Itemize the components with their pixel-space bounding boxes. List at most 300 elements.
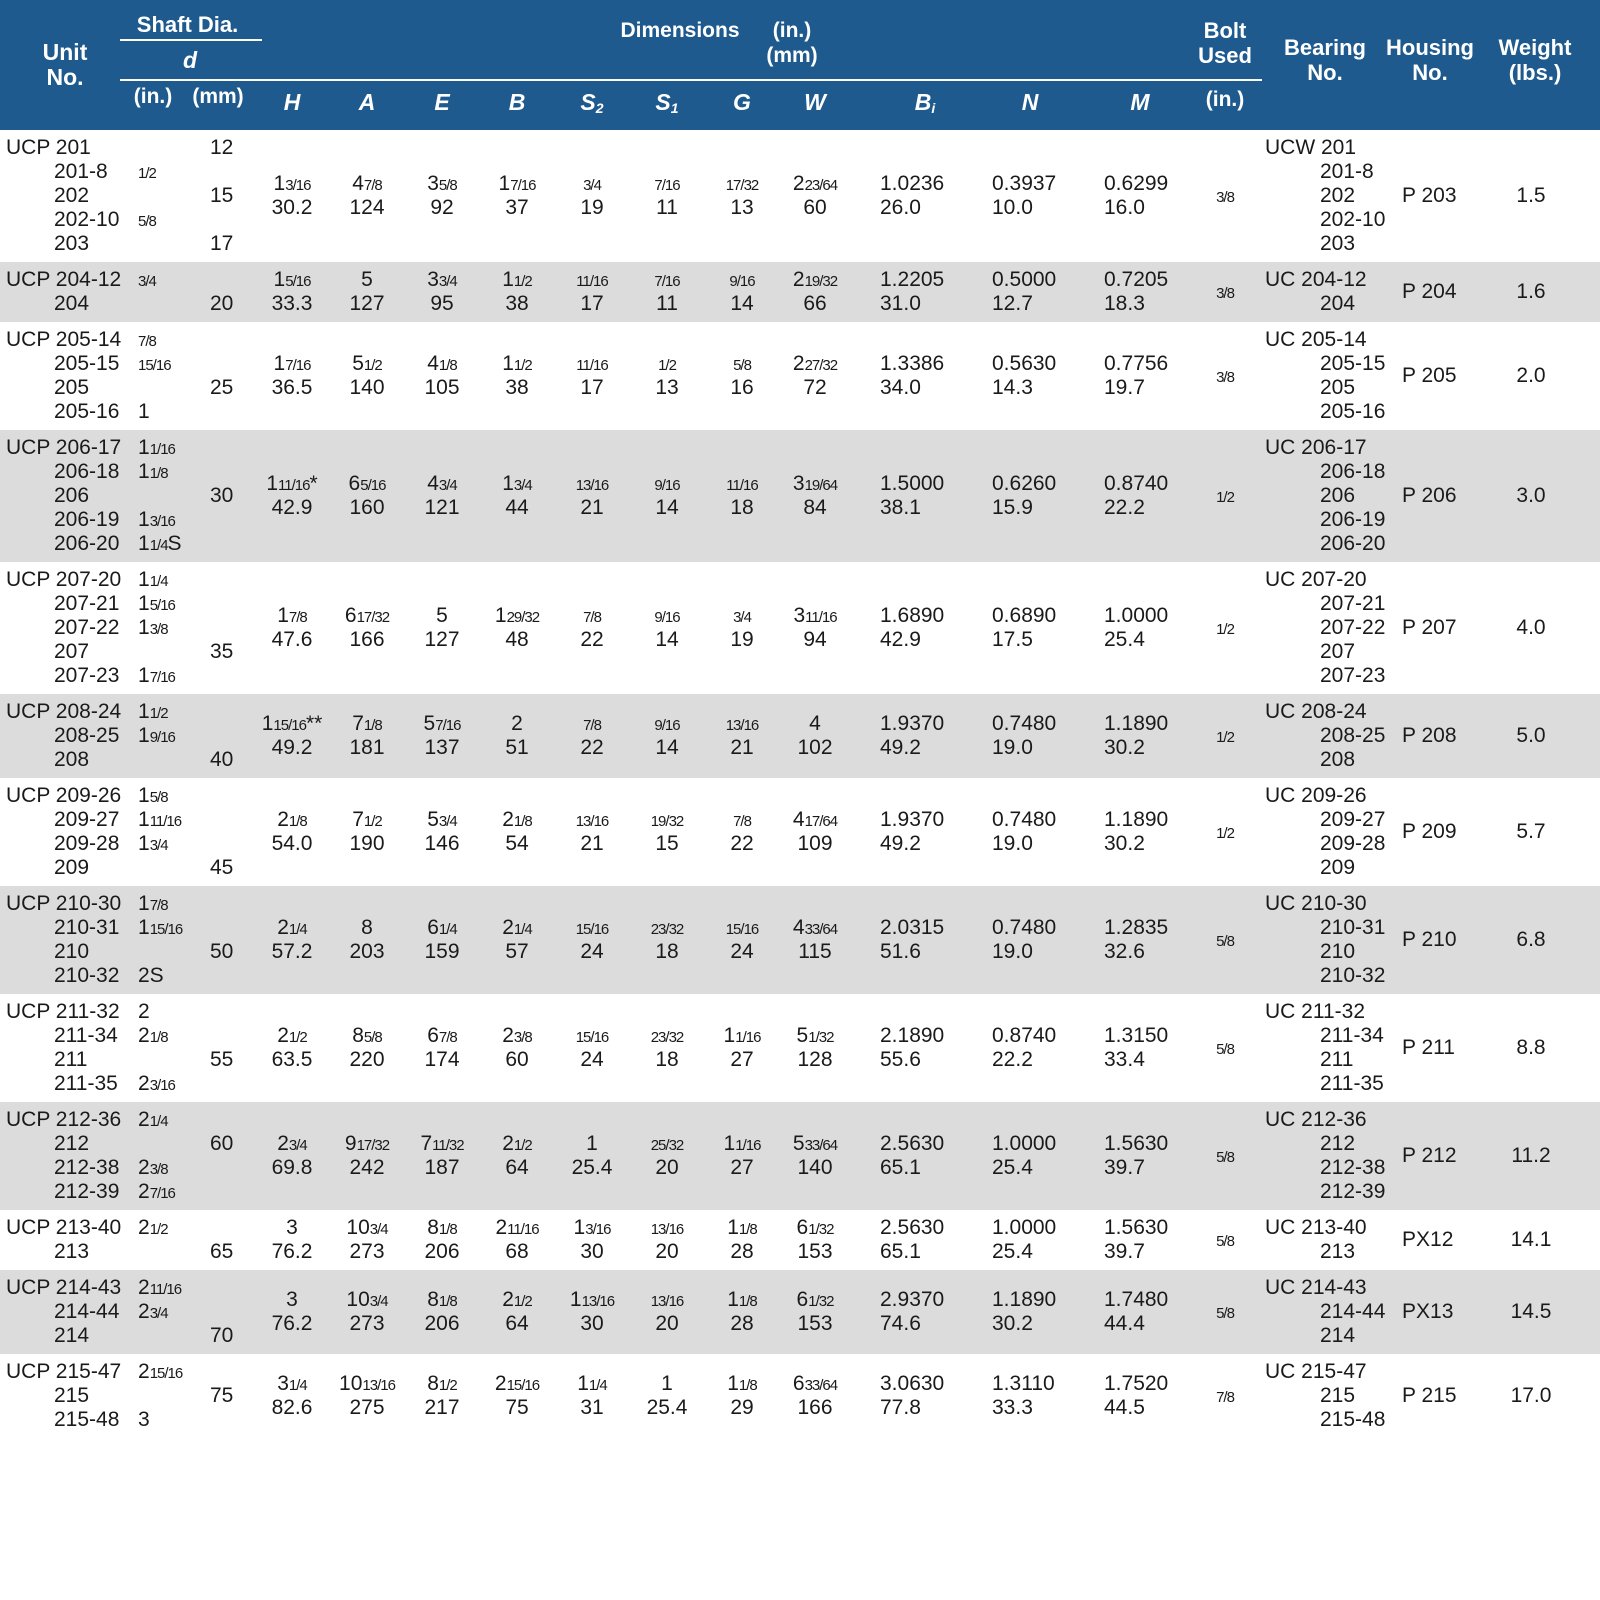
dim-g-mm: 28 <box>730 1240 754 1263</box>
bearing-no: UC 209-26 <box>1265 784 1367 807</box>
dim-bi-mm: 74.6 <box>880 1312 921 1335</box>
weight-lbs: 1.5 <box>1516 184 1546 207</box>
dim-g-mm: 22 <box>730 832 754 855</box>
table-row <box>0 130 1600 262</box>
table-header <box>0 0 1600 130</box>
dim-h-in: 17/16 <box>273 352 311 375</box>
unit-no: 212-39 <box>54 1180 120 1203</box>
dim-e-mm: 146 <box>424 832 460 855</box>
dim-w-in: 311/16 <box>793 604 837 627</box>
dim-n-in: 0.7480 <box>992 712 1057 735</box>
dim-w-in: 319/64 <box>792 472 838 495</box>
dim-m-in: 0.7205 <box>1104 268 1169 291</box>
dim-s1-in: 9/16 <box>654 717 680 734</box>
dim-bi-in: 1.6890 <box>880 604 945 627</box>
bearing-no: 203 <box>1320 232 1356 255</box>
dim-n-in: 1.1890 <box>992 1288 1057 1311</box>
bearing-no: 210-32 <box>1320 964 1386 987</box>
dim-b-mm: 38 <box>505 376 529 399</box>
dim-h-in: 21/8 <box>277 808 307 831</box>
dim-n-mm: 30.2 <box>992 1312 1033 1335</box>
dim-h-in: 17/8 <box>277 604 307 627</box>
header-bearing-no: Bearing No. <box>1284 35 1366 85</box>
dim-g-mm: 27 <box>730 1156 754 1179</box>
bearing-no: UC 215-47 <box>1265 1360 1367 1383</box>
header-col-m: M <box>1130 89 1150 115</box>
shaft-dia-mm: 15 <box>210 184 234 207</box>
bearing-no: UC 212-36 <box>1265 1108 1367 1131</box>
bolt-used: 1/2 <box>1216 825 1234 842</box>
dim-s1-mm: 14 <box>655 628 679 651</box>
unit-no: 209-27 <box>54 808 120 831</box>
housing-no: PX12 <box>1402 1228 1454 1251</box>
table-row <box>0 694 1600 778</box>
dim-b-in: 21/2 <box>502 1288 532 1311</box>
dim-a-mm: 127 <box>349 292 385 315</box>
dim-h-in: 3 <box>286 1216 298 1239</box>
dim-m-in: 0.8740 <box>1104 472 1169 495</box>
dim-s1-in: 25/32 <box>650 1137 684 1154</box>
dim-e-mm: 105 <box>424 376 460 399</box>
dim-s1-mm: 15 <box>655 832 679 855</box>
bearing-no: 210 <box>1320 940 1356 963</box>
bearing-no: 212-38 <box>1320 1156 1386 1179</box>
unit-no: 211 <box>54 1048 88 1071</box>
unit-no: 208 <box>54 748 90 771</box>
bearing-no: 211-34 <box>1320 1024 1384 1047</box>
weight-lbs: 3.0 <box>1516 484 1546 507</box>
table-body <box>0 130 1600 1438</box>
dim-bi-in: 1.9370 <box>880 712 945 735</box>
unit-no: UCP 210-30 <box>6 892 122 915</box>
dim-w-mm: 153 <box>797 1240 833 1263</box>
unit-no: UCP 213-40 <box>6 1216 122 1239</box>
dim-s1-mm: 20 <box>655 1240 679 1263</box>
shaft-dia-in: 211/16 <box>138 1276 182 1299</box>
table-row <box>0 1210 1600 1270</box>
dim-e-mm: 95 <box>430 292 454 315</box>
dim-m-mm: 44.5 <box>1104 1396 1145 1419</box>
dim-m-in: 1.5630 <box>1104 1216 1169 1239</box>
dim-g-mm: 21 <box>730 736 754 759</box>
unit-no: 207 <box>54 640 90 663</box>
dim-s2-in: 113/16 <box>569 1288 615 1311</box>
dim-e-in: 711/32 <box>420 1132 464 1155</box>
dim-e-in: 61/4 <box>427 916 457 939</box>
header-housing-no: Housing No. <box>1386 35 1474 85</box>
dim-a-mm: 242 <box>349 1156 385 1179</box>
dim-h-in: 111/16* <box>266 472 318 495</box>
unit-no: 208-25 <box>54 724 120 747</box>
dim-s2-mm: 17 <box>580 292 604 315</box>
dim-a-in: 51/2 <box>352 352 382 375</box>
bearing-no: UC 204-12 <box>1265 268 1367 291</box>
dim-s1-mm: 20 <box>655 1156 679 1179</box>
shaft-dia-mm: 50 <box>210 940 234 963</box>
header-weight: Weight (lbs.) <box>1498 35 1572 85</box>
dim-g-in: 5/8 <box>733 357 751 374</box>
dim-s2-mm: 22 <box>580 628 604 651</box>
dim-s1-mm: 11 <box>656 196 678 219</box>
unit-no: UCP 214-43 <box>6 1276 122 1299</box>
bolt-used: 1/2 <box>1216 489 1234 506</box>
dim-a-mm: 166 <box>349 628 385 651</box>
dim-w-mm: 128 <box>797 1048 833 1071</box>
dim-w-mm: 66 <box>803 292 827 315</box>
header-in: (in.) <box>133 85 173 108</box>
dim-e-in: 81/2 <box>427 1372 457 1395</box>
bearing-no: 206-20 <box>1320 532 1386 555</box>
bearing-no: 212 <box>1320 1132 1356 1155</box>
shaft-dia-mm: 25 <box>210 376 234 399</box>
dim-a-mm: 273 <box>349 1312 385 1335</box>
dim-g-in: 11/16 <box>726 477 758 494</box>
bolt-used: 1/2 <box>1216 621 1234 638</box>
bearing-no: 207-21 <box>1320 592 1386 615</box>
dim-b-in: 21/4 <box>502 916 532 939</box>
dim-b-mm: 64 <box>505 1312 529 1335</box>
bearing-no: 214 <box>1320 1324 1356 1347</box>
bearing-no: UC 206-17 <box>1265 436 1367 459</box>
dim-e-mm: 159 <box>424 940 460 963</box>
shaft-dia-in: 1/2 <box>138 165 156 182</box>
header-col-b: B <box>508 89 526 115</box>
unit-no: 203 <box>54 232 90 255</box>
dim-e-mm: 127 <box>424 628 460 651</box>
dim-s1-in: 1/2 <box>658 357 676 374</box>
unit-no: 207-22 <box>54 616 120 639</box>
dim-h-mm: 57.2 <box>271 940 313 963</box>
dim-b-in: 13/4 <box>502 472 532 495</box>
dim-m-in: 0.6299 <box>1104 172 1169 195</box>
dim-h-mm: 76.2 <box>271 1240 313 1263</box>
bolt-used: 5/8 <box>1216 1149 1234 1166</box>
unit-no: 210 <box>54 940 90 963</box>
shaft-dia-in: 13/8 <box>138 616 168 639</box>
dim-m-in: 1.7480 <box>1104 1288 1169 1311</box>
shaft-dia-in: 15/16 <box>138 357 171 374</box>
table-row <box>0 430 1600 562</box>
dim-e-mm: 174 <box>424 1048 460 1071</box>
table-row <box>0 1270 1600 1354</box>
shaft-dia-in: 23/4 <box>138 1300 168 1323</box>
bearing-no: 208-25 <box>1320 724 1386 747</box>
shaft-dia-in: 23/8 <box>138 1156 168 1179</box>
housing-no: P 204 <box>1402 280 1457 303</box>
bearing-no: 211 <box>1320 1048 1354 1071</box>
shaft-dia-in: 13/16 <box>138 508 175 531</box>
shaft-dia-in: 15/8 <box>138 784 168 807</box>
dim-n-in: 0.3937 <box>992 172 1057 195</box>
dim-e-in: 35/8 <box>427 172 457 195</box>
dim-g-in: 3/4 <box>733 609 751 626</box>
shaft-dia-mm: 55 <box>210 1048 234 1071</box>
dim-n-in: 0.6260 <box>992 472 1057 495</box>
weight-lbs: 4.0 <box>1516 616 1546 639</box>
dim-n-in: 0.6890 <box>992 604 1057 627</box>
dim-bi-mm: 65.1 <box>880 1156 921 1179</box>
dim-bi-in: 2.1890 <box>880 1024 945 1047</box>
dim-w-in: 219/32 <box>792 268 838 291</box>
dim-a-mm: 203 <box>349 940 385 963</box>
housing-no: P 209 <box>1402 820 1457 843</box>
dim-b-mm: 51 <box>505 736 529 759</box>
dim-h-mm: 69.8 <box>271 1156 313 1179</box>
unit-no: 205 <box>54 376 90 399</box>
dim-s2-mm: 30 <box>580 1312 604 1335</box>
dim-h-in: 31/4 <box>277 1372 307 1395</box>
dim-h-in: 23/4 <box>277 1132 307 1155</box>
weight-lbs: 8.8 <box>1516 1036 1546 1059</box>
header-bolt-used: Bolt Used <box>1198 18 1252 68</box>
bolt-used: 3/8 <box>1216 285 1234 302</box>
shaft-dia-mm: 12 <box>210 136 234 159</box>
dim-bi-in: 2.5630 <box>880 1132 945 1155</box>
shaft-dia-mm: 17 <box>210 232 234 255</box>
dim-b-mm: 60 <box>505 1048 529 1071</box>
dim-b-mm: 57 <box>505 940 529 963</box>
shaft-dia-mm: 65 <box>210 1240 234 1263</box>
dim-g-in: 13/16 <box>725 717 759 734</box>
dim-s1-mm: 25.4 <box>646 1396 688 1419</box>
dim-s1-in: 19/32 <box>650 813 684 830</box>
dim-e-in: 41/8 <box>427 352 457 375</box>
dim-n-mm: 15.9 <box>992 496 1033 519</box>
dim-g-mm: 13 <box>730 196 754 219</box>
bolt-used: 5/8 <box>1216 1233 1234 1250</box>
dim-h-mm: 82.6 <box>271 1396 313 1419</box>
dim-g-in: 11/8 <box>727 1372 757 1395</box>
header-col-w: W <box>804 89 826 115</box>
unit-no: 207-23 <box>54 664 120 687</box>
dim-w-mm: 84 <box>803 496 827 519</box>
dim-s2-in: 7/8 <box>583 609 601 626</box>
dim-bi-mm: 34.0 <box>880 376 921 399</box>
dim-s2-in: 11/16 <box>576 357 608 374</box>
dim-s1-in: 7/16 <box>654 273 680 290</box>
dim-s1-mm: 18 <box>655 1048 679 1071</box>
bearing-no: UC 211-32 <box>1265 1000 1365 1023</box>
dim-s1-mm: 20 <box>655 1312 679 1335</box>
shaft-dia-in: 3 <box>138 1408 150 1431</box>
table-row <box>0 262 1600 322</box>
bearing-no: UC 210-30 <box>1265 892 1367 915</box>
unit-no: UCP 205-14 <box>6 328 122 351</box>
shaft-dia-in: 11/4 <box>138 568 168 591</box>
dim-m-in: 1.5630 <box>1104 1132 1169 1155</box>
dim-w-in: 417/64 <box>792 808 838 831</box>
dim-s1-in: 23/32 <box>650 1029 684 1046</box>
dim-bi-mm: 26.0 <box>880 196 921 219</box>
bolt-used: 1/2 <box>1216 729 1234 746</box>
bearing-no: 213 <box>1320 1240 1356 1263</box>
dim-e-mm: 187 <box>424 1156 460 1179</box>
bearing-no: UC 205-14 <box>1265 328 1367 351</box>
dim-s2-mm: 22 <box>580 736 604 759</box>
header-d-symbol: d <box>182 47 198 73</box>
bearing-no: 205-15 <box>1320 352 1386 375</box>
dim-b-mm: 44 <box>505 496 529 519</box>
dim-w-mm: 140 <box>797 1156 833 1179</box>
dim-a-in: 85/8 <box>352 1024 382 1047</box>
dim-a-mm: 140 <box>349 376 385 399</box>
dim-n-mm: 14.3 <box>992 376 1033 399</box>
shaft-dia-in: 13/4 <box>138 832 168 855</box>
table-row <box>0 562 1600 694</box>
bearing-no: 204 <box>1320 292 1356 315</box>
dim-a-in: 71/8 <box>352 712 382 735</box>
unit-no: UCP 209-26 <box>6 784 122 807</box>
bearing-no: 209-28 <box>1320 832 1386 855</box>
dim-a-in: 8 <box>361 916 373 939</box>
dim-bi-mm: 77.8 <box>880 1396 921 1419</box>
dim-g-in: 11/16 <box>723 1132 761 1155</box>
shaft-dia-mm: 75 <box>210 1384 234 1407</box>
dim-bi-in: 1.3386 <box>880 352 945 375</box>
dim-s2-mm: 17 <box>580 376 604 399</box>
dim-s1-mm: 13 <box>655 376 679 399</box>
dim-h-mm: 47.6 <box>271 628 313 651</box>
dim-b-mm: 38 <box>505 292 529 315</box>
dim-e-mm: 137 <box>424 736 460 759</box>
header-unit-no: Unit No. <box>42 39 88 90</box>
unit-no: 209 <box>54 856 90 879</box>
dim-h-mm: 54.0 <box>271 832 313 855</box>
dim-g-in: 7/8 <box>733 813 751 830</box>
dim-b-mm: 64 <box>505 1156 529 1179</box>
dim-b-mm: 37 <box>505 196 529 219</box>
dim-bi-mm: 42.9 <box>880 628 921 651</box>
dim-e-in: 5 <box>436 604 448 627</box>
dim-g-mm: 14 <box>730 292 754 315</box>
dim-s2-in: 11/4 <box>577 1372 607 1395</box>
dim-w-mm: 115 <box>798 940 832 963</box>
dim-h-in: 21/4 <box>277 916 307 939</box>
dim-h-mm: 49.2 <box>271 736 313 759</box>
dim-e-in: 81/8 <box>427 1216 457 1239</box>
dim-w-mm: 153 <box>797 1312 833 1335</box>
dim-b-in: 215/16 <box>494 1372 540 1395</box>
dim-m-in: 1.1890 <box>1104 712 1169 735</box>
table-row <box>0 1102 1600 1210</box>
dim-b-mm: 75 <box>505 1396 529 1419</box>
dim-a-in: 5 <box>361 268 373 291</box>
header-col-s2: $S_2$ <box>580 89 604 116</box>
dim-h-in: 115/16** <box>261 712 323 735</box>
dim-a-in: 1013/16 <box>339 1372 395 1395</box>
unit-no: UCP 215-47 <box>6 1360 122 1383</box>
dim-bi-mm: 49.2 <box>880 832 921 855</box>
unit-no: 205-16 <box>54 400 120 423</box>
bearing-no: 209 <box>1320 856 1356 879</box>
dim-w-in: 4 <box>809 712 821 735</box>
dim-s2-in: 13/16 <box>575 477 609 494</box>
dim-g-mm: 16 <box>730 376 754 399</box>
header-main-rule <box>120 79 1262 81</box>
housing-no: PX13 <box>1402 1300 1454 1323</box>
bearing-no: 206 <box>1320 484 1356 507</box>
dim-s1-in: 23/32 <box>650 921 684 938</box>
dim-s2-in: 7/8 <box>583 717 601 734</box>
shaft-dia-in: 7/8 <box>138 333 156 350</box>
bearing-no: 208 <box>1320 748 1356 771</box>
bearing-no: UCW 201 <box>1265 136 1357 159</box>
unit-no: 206-19 <box>54 508 120 531</box>
dim-m-in: 1.7520 <box>1104 1372 1169 1395</box>
dim-b-in: 129/32 <box>494 604 540 627</box>
unit-no: 212 <box>54 1132 90 1155</box>
bearing-no: 207 <box>1320 640 1356 663</box>
dim-m-mm: 30.2 <box>1104 832 1145 855</box>
dim-n-in: 1.3110 <box>992 1372 1055 1395</box>
dim-h-mm: 76.2 <box>271 1312 313 1335</box>
bearing-no: 205 <box>1320 376 1356 399</box>
shaft-dia-mm: 40 <box>210 748 234 771</box>
housing-no: P 205 <box>1402 364 1457 387</box>
dim-b-mm: 48 <box>505 628 529 651</box>
dim-b-mm: 68 <box>505 1240 529 1263</box>
housing-no: P 210 <box>1402 928 1457 951</box>
dim-w-mm: 102 <box>797 736 833 759</box>
unit-no: 201-8 <box>54 160 108 183</box>
dim-s2-mm: 30 <box>580 1240 604 1263</box>
dim-g-in: 11/16 <box>723 1024 761 1047</box>
bolt-used: 3/8 <box>1216 189 1234 206</box>
shaft-dia-mm: 45 <box>210 856 234 879</box>
dim-bi-mm: 31.0 <box>880 292 921 315</box>
dim-s1-in: 9/16 <box>654 477 680 494</box>
dim-a-mm: 181 <box>349 736 385 759</box>
housing-no: P 206 <box>1402 484 1457 507</box>
dim-n-mm: 19.0 <box>992 736 1033 759</box>
dim-m-in: 1.0000 <box>1104 604 1169 627</box>
unit-no: 205-15 <box>54 352 120 375</box>
dim-bi-mm: 51.6 <box>880 940 921 963</box>
dim-e-in: 33/4 <box>427 268 457 291</box>
shaft-dia-in: 11/8 <box>138 460 168 483</box>
shaft-dia-in: 3/4 <box>138 273 156 290</box>
unit-no: UCP 212-36 <box>6 1108 122 1131</box>
unit-no: 214 <box>54 1324 90 1347</box>
dim-g-in: 11/8 <box>727 1288 757 1311</box>
dim-m-mm: 33.4 <box>1104 1048 1145 1071</box>
table-row <box>0 886 1600 994</box>
dim-b-in: 11/2 <box>502 352 532 375</box>
dim-m-in: 1.2835 <box>1104 916 1169 939</box>
table-row <box>0 778 1600 886</box>
dim-a-in: 71/2 <box>352 808 382 831</box>
bearing-no: 202-10 <box>1320 208 1386 231</box>
shaft-dia-in: 21/2 <box>138 1216 168 1239</box>
dim-bi-in: 2.9370 <box>880 1288 945 1311</box>
dim-h-mm: 30.2 <box>271 196 313 219</box>
dim-a-mm: 124 <box>349 196 385 219</box>
dim-n-in: 0.7480 <box>992 916 1057 939</box>
dim-a-mm: 220 <box>349 1048 385 1071</box>
bearing-no: 215-48 <box>1320 1408 1386 1431</box>
shaft-dia-mm: 35 <box>210 640 234 663</box>
bearing-no: UC 213-40 <box>1265 1216 1367 1239</box>
header-col-a: A <box>358 89 376 115</box>
dim-w-mm: 109 <box>797 832 833 855</box>
unit-no: 210-32 <box>54 964 120 987</box>
table-row <box>0 994 1600 1102</box>
dim-m-mm: 18.3 <box>1104 292 1145 315</box>
dim-s2-mm: 24 <box>580 940 604 963</box>
unit-no: 211-34 <box>54 1024 118 1047</box>
weight-lbs: 5.7 <box>1516 820 1546 843</box>
dim-m-in: 1.1890 <box>1104 808 1169 831</box>
